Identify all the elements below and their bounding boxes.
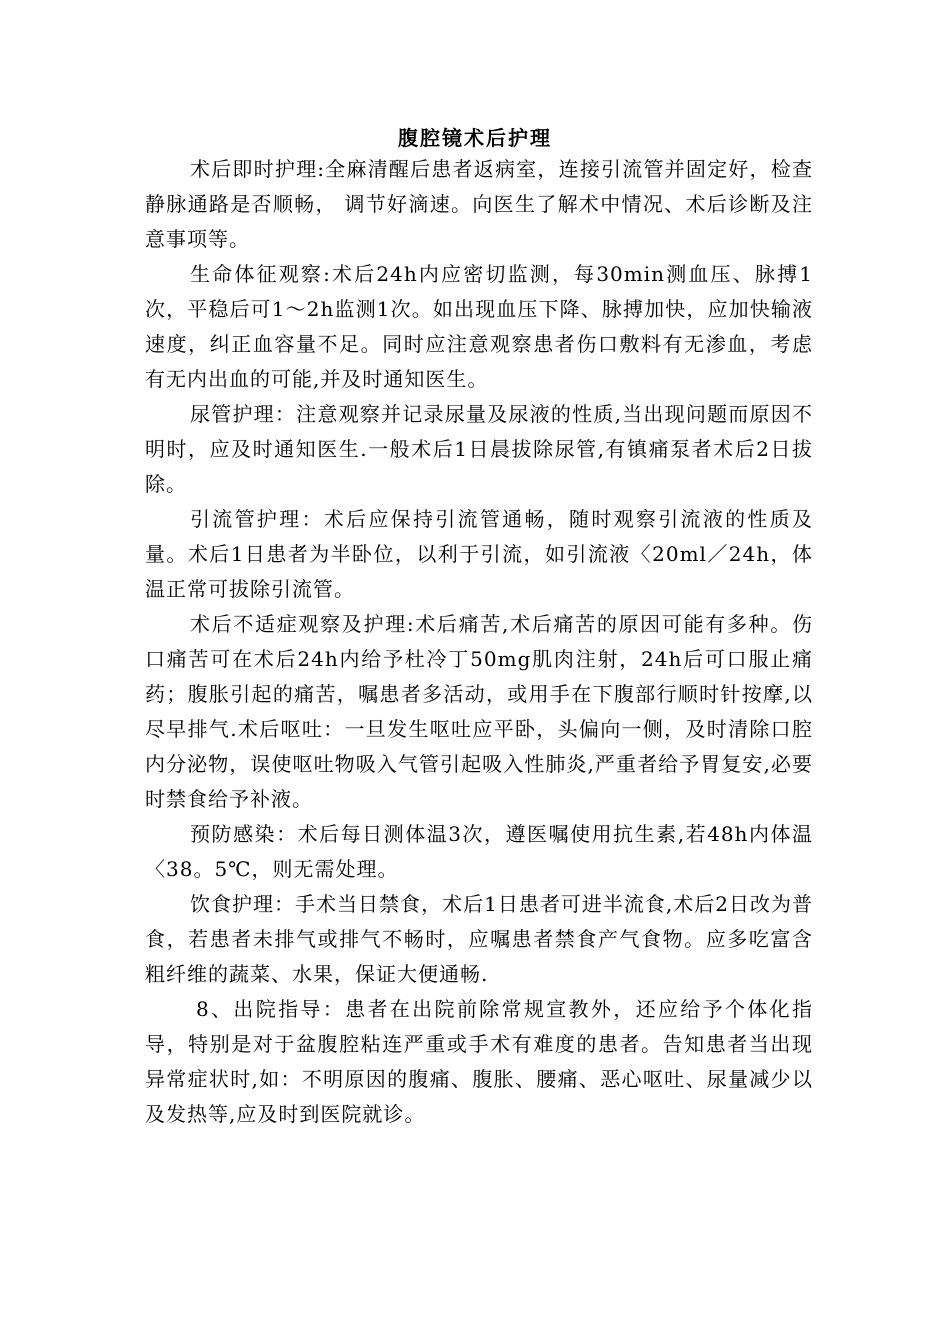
document-body — [145, 152, 813, 1132]
paragraph-drainage-care: 引流管护理：术后应保持引流管通畅，随时观察引流液的性质及量。术后1日患者为半卧位，以利于引流，如引流液〈20ml／24h，体温正常可拔除引流管。 — [145, 507, 813, 601]
paragraph-infection-prevention: 预防感染：术后每日测体温3次，遵医嘱使用抗生素,若48h内体温〈38。5℃，则无需处理。 — [145, 822, 813, 881]
paragraph-discomfort-care: 术后不适症观察及护理:术后痛苦,术后痛苦的原因可能有多种。伤口痛苦可在术后24h内给予杜冷丁50mg肌肉注射，24h后可口服止痛药；腹胀引起的痛苦，嘱患者多活动，或用手在下腹部行顺时针按摩,以尽早排气.术后呕吐：一旦发生呕吐应平卧，头偏向一侧，及时清除口腔内分泌物，误使呕吐物吸入气管引起吸入性肺炎,严重者给予胃复安,必要时禁食给予补液。 — [145, 612, 813, 811]
document-title: 腹腔镜术后护理 — [398, 126, 552, 150]
paragraph-diet-care: 饮食护理：手术当日禁食，术后1日患者可进半流食,术后2日改为普食，若患者未排气或排气不畅时，应嘱患者禁食产气食物。应多吃富含粗纤维的蔬菜、水果，保证大便通畅. — [145, 892, 813, 986]
paragraph-discharge-guidance: 8、出院指导：患者在出院前除常规宣教外，还应给予个体化指导，特别是对于盆腹腔粘连严重或手术有难度的患者。告知患者当出现异常症状时,如：不明原因的腹痛、腹胀、腰痛、恶心呕吐、尿量减少以及发热等,应及时到医院就诊。 — [145, 997, 813, 1126]
paragraph-immediate-care: 术后即时护理:全麻清醒后患者返病室，连接引流管并固定好，检查静脉通路是否顺畅， 调节好滴速。向医生了解术中情况、术后诊断及注意事项等。 — [145, 157, 813, 251]
paragraph-catheter-care: 尿管护理：注意观察并记录尿量及尿液的性质,当出现问题而原因不明时，应及时通知医生.一般术后1日晨拔除尿管,有镇痛泵者术后2日拔除。 — [145, 402, 813, 496]
paragraph-vital-signs: 生命体征观察:术后24h内应密切监测，每30min测血压、脉搏1次，平稳后可1～2h监测1次。如出现血压下降、脉搏加快，应加快输液速度，纠正血容量不足。同时应注意观察患者伤口敷料有无渗血，考虑有无内出血的可能,并及时通知医生。 — [145, 262, 813, 391]
